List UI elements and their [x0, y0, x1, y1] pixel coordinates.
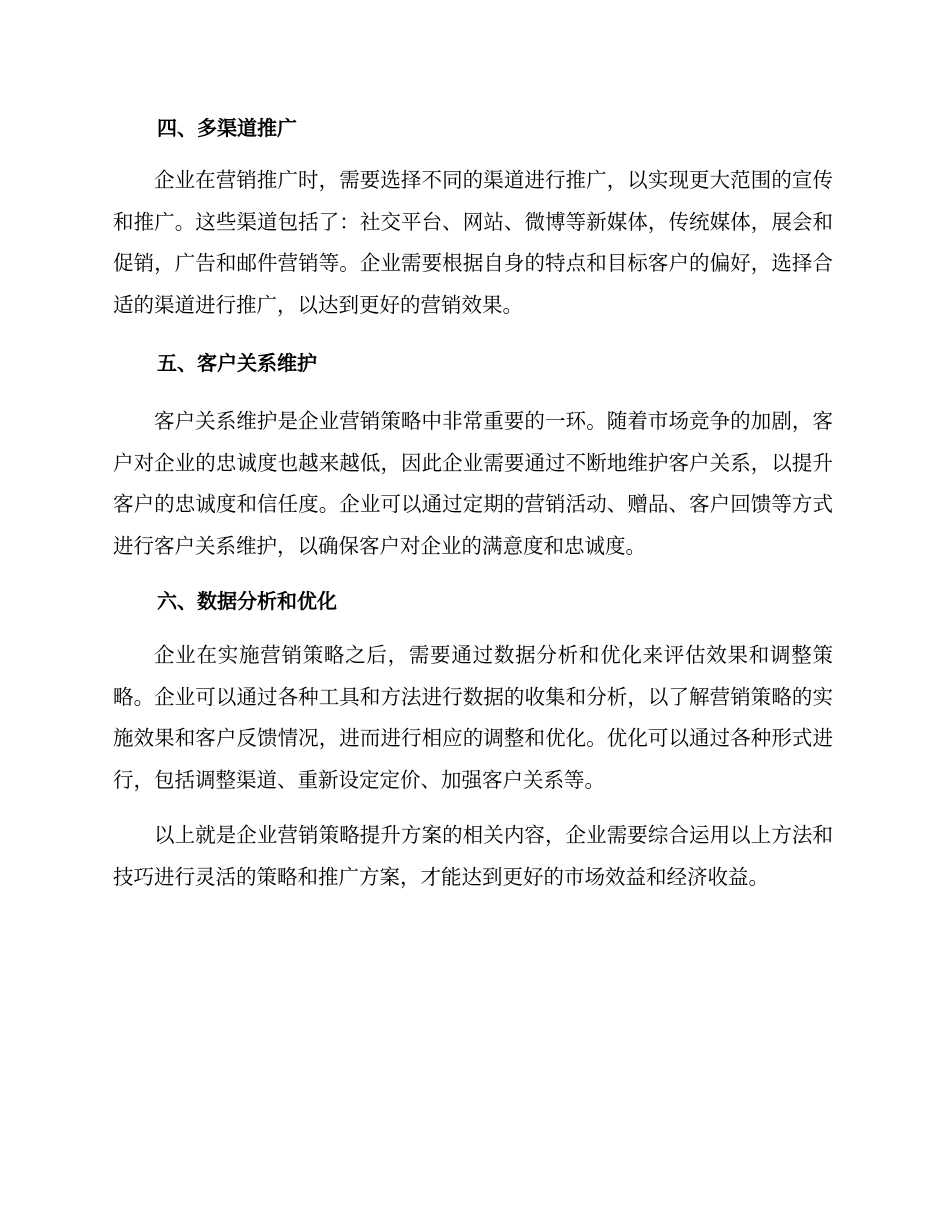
section-heading-channels: 四、多渠道推广 — [157, 116, 297, 140]
section-body-customer-relations: 客户关系维护是企业营销策略中非常重要的一环。随着市场竞争的加剧，客户对企业的忠诚度也越来越低，因此企业需要通过不断地维护客户关系，以提升客户的忠诚度和信任度。企业可以通过定期的营销活动、赠品、客户回馈等方式进行客户关系维护，以确保客户对企业的满意度和忠诚度。 — [113, 409, 833, 558]
section-heading-customer-relations: 五、客户关系维护 — [157, 351, 317, 375]
section-body-data-analysis: 企业在实施营销策略之后，需要通过数据分析和优化来评估效果和调整策略。企业可以通过各种工具和方法进行数据的收集和分析，以了解营销策略的实施效果和客户反馈情况，进而进行相应的调整和优化。优化可以通过各种形式进行，包括调整渠道、重新设定定价、加强客户关系等。 — [113, 643, 833, 792]
section-body-channels: 企业在营销推广时，需要选择不同的渠道进行推广，以实现更大范围的宣传和推广。这些渠道包括了：社交平台、网站、微博等新媒体，传统媒体，展会和促销，广告和邮件营销等。企业需要根据自身的特点和目标客户的偏好，选择合适的渠道进行推广，以达到更好的营销效果。 — [113, 168, 833, 317]
conclusion-paragraph: 以上就是企业营销策略提升方案的相关内容，企业需要综合运用以上方法和技巧进行灵活的策略和推广方案，才能达到更好的市场效益和经济收益。 — [113, 823, 833, 889]
section-heading-data-analysis: 六、数据分析和优化 — [157, 589, 337, 613]
